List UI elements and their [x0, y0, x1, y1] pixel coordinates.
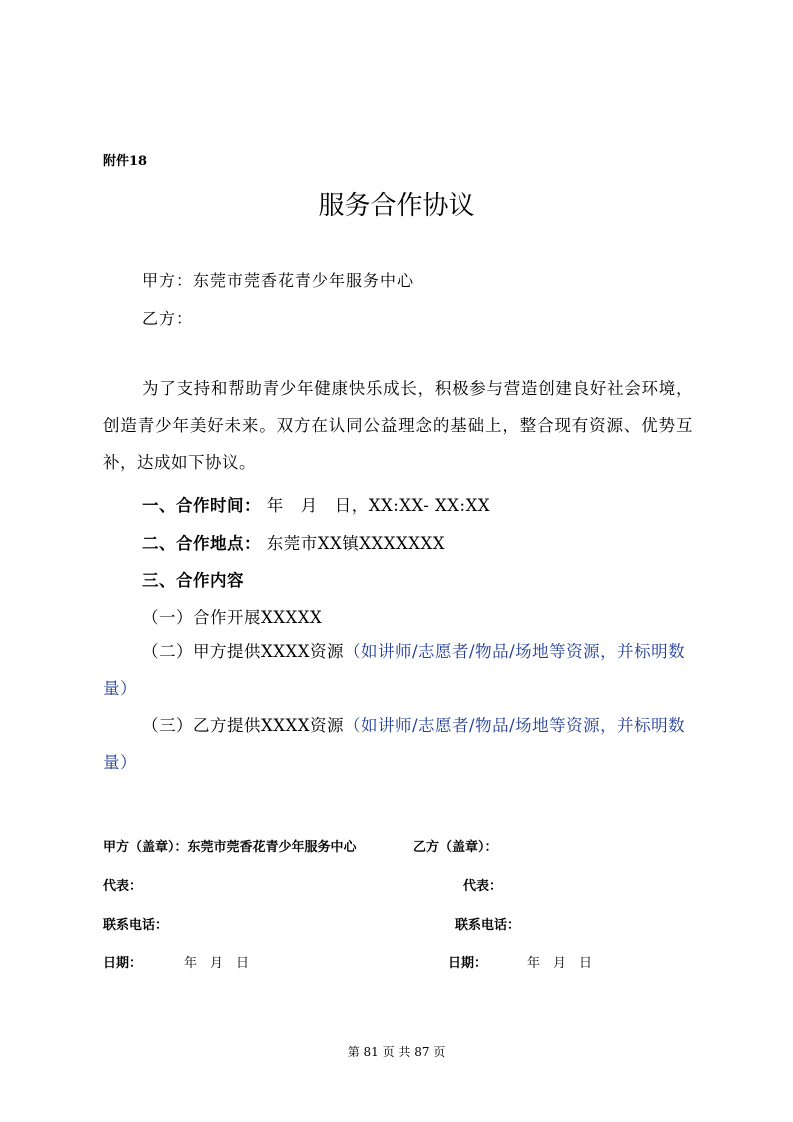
page-title: 服务合作协议 [318, 191, 475, 221]
content-item-1: （一）合作开展XXXXX [142, 608, 323, 627]
party-b-date-value: 年 月 日 [527, 956, 593, 971]
section-time [142, 492, 490, 516]
section-time-heading: 一、合作时间： [142, 496, 261, 515]
party-a-representative: 代表： [103, 879, 143, 894]
party-a-date-value: 年 月 日 [184, 956, 250, 971]
content-item-3 [103, 707, 693, 781]
party-a-line: 甲方：东莞市莞香花青少年服务中心 [142, 271, 415, 290]
section-time-value: 年 月 日，XX:XX- XX:XX [266, 496, 491, 515]
party-b-representative: 代表： [463, 879, 503, 894]
intro-paragraph: 为了支持和帮助青少年健康快乐成长，积极参与营造创建良好社会环境，创造青少年美好未来。双方在认同公益理念的基础上，整合现有资源、优势互补，达成如下协议。 [103, 379, 693, 472]
party-b-line: 乙方： [142, 309, 194, 328]
content-item-2 [103, 633, 693, 707]
content-item-2-text: （二）甲方提供XXXX资源 [142, 642, 344, 661]
attachment-label: 附件18 [103, 154, 148, 169]
section-place [142, 530, 445, 554]
party-a-seal: 甲方（盖章）：东莞市莞香花青少年服务中心 [103, 840, 357, 855]
page-footer: 第 81 页 共 87 页 [347, 1045, 446, 1059]
content-item-3-note: （如讲师/志愿者/物品/场地等资源，并标明数量） [103, 716, 686, 772]
section-content [142, 567, 244, 591]
content-item-3-text: （三）乙方提供XXXX资源 [142, 716, 344, 735]
party-b-phone: 联系电话： [455, 918, 521, 933]
party-a-date-label: 日期： [103, 956, 143, 971]
content-item-2-note: （如讲师/志愿者/物品/场地等资源，并标明数量） [103, 642, 686, 698]
party-a-phone: 联系电话： [103, 918, 169, 933]
section-place-heading: 二、合作地点： [142, 534, 261, 553]
section-place-value: 东莞市XX镇XXXXXXX [266, 534, 445, 553]
party-b-date-label: 日期： [448, 956, 488, 971]
party-b-seal: 乙方（盖章）： [413, 840, 498, 855]
section-content-heading: 三、合作内容 [142, 571, 244, 590]
